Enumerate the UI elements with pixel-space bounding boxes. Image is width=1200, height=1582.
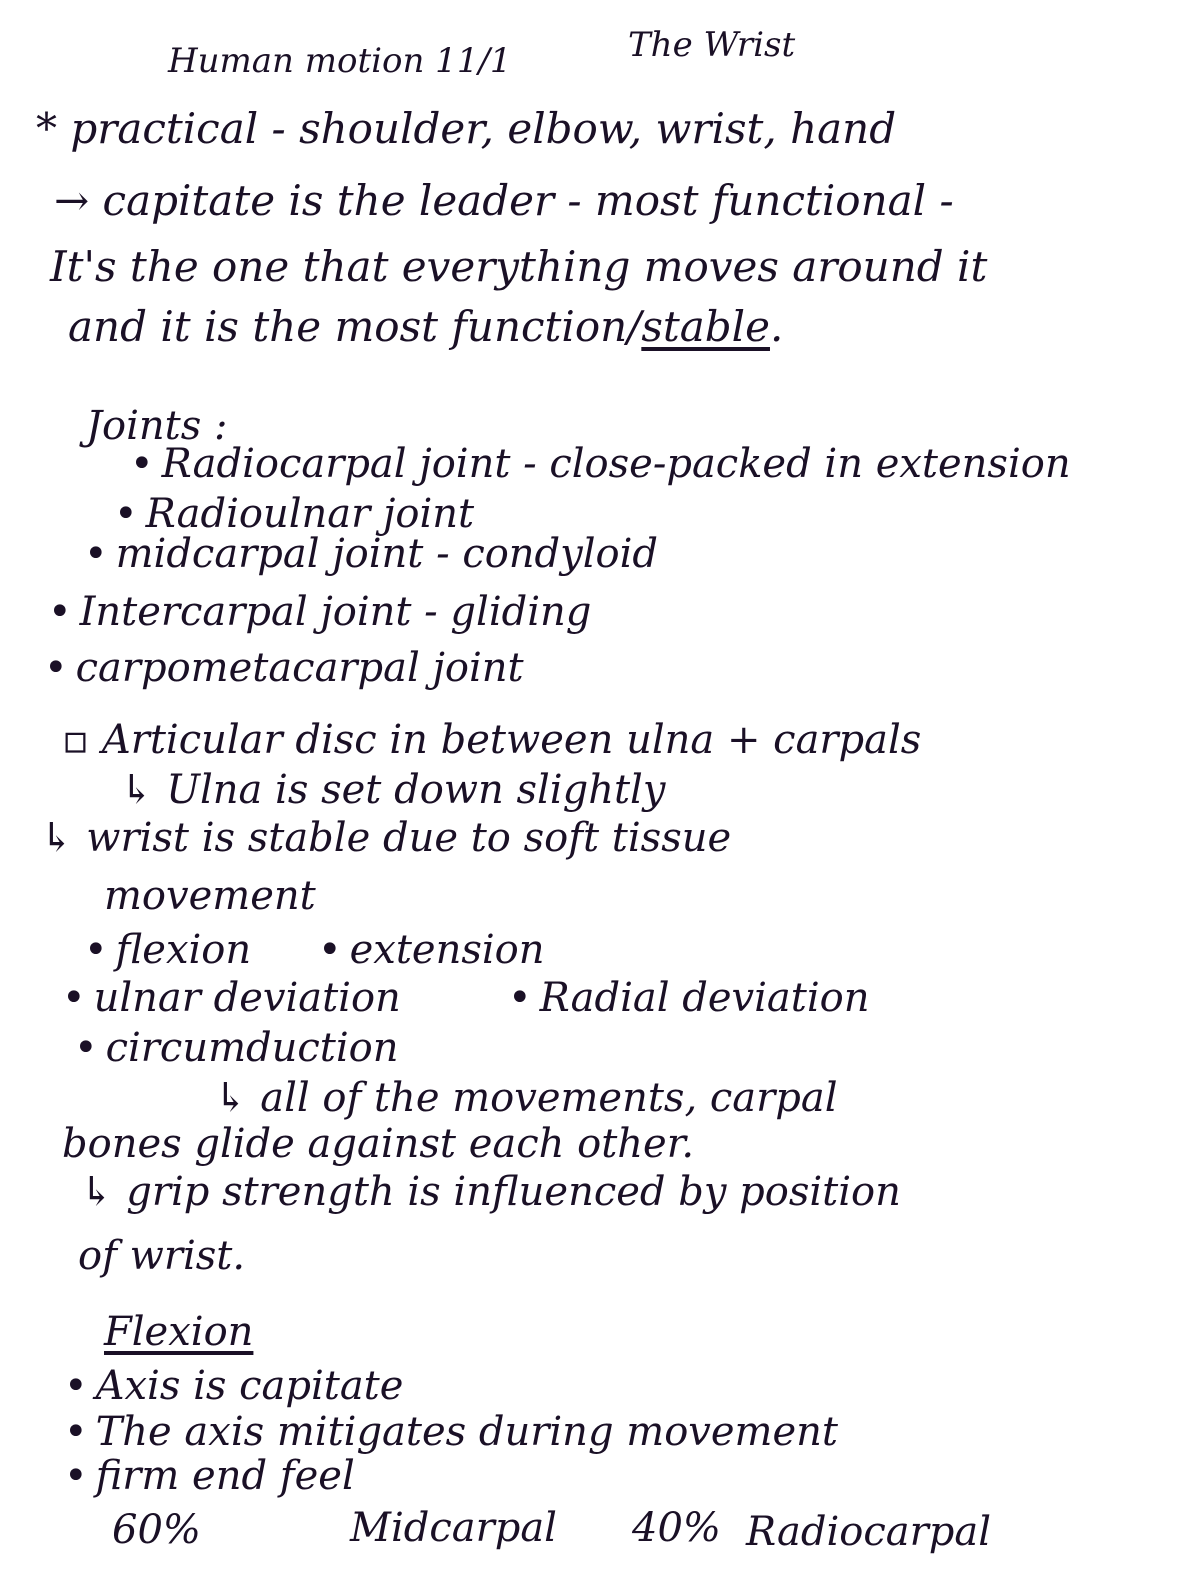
joint-item — [48, 589, 592, 635]
bullet: • — [64, 1409, 88, 1455]
movement-item — [84, 927, 252, 973]
movement-heading: movement — [104, 873, 316, 919]
flexion-item-label: The axis mitigates during movement — [95, 1409, 838, 1455]
capitate-note-3-text: and it is the most function/ — [68, 302, 642, 351]
capitate-note-1: → capitate is the leader - most functional - — [54, 176, 954, 225]
ulna-note: ↳ Ulna is set down slightly — [120, 767, 666, 813]
joint-item-label: Radioulnar joint — [145, 491, 475, 537]
movement-label: extension — [349, 927, 545, 973]
joint-item — [130, 441, 1071, 487]
movement-item — [74, 1025, 399, 1071]
bullet: • — [74, 1025, 98, 1071]
flexion-item — [64, 1409, 838, 1455]
movement-note-2: bones glide against each other. — [62, 1121, 695, 1167]
topic-title: The Wrist — [628, 25, 796, 65]
stability-note: ↳ wrist is stable due to soft tissue — [40, 815, 732, 861]
bullet: • — [48, 589, 72, 635]
radiocarpal-label: Radiocarpal — [746, 1509, 991, 1555]
joint-item — [114, 491, 475, 537]
disc-note: ▫ Articular disc in between ulna + carpals — [62, 717, 922, 763]
joint-item — [84, 531, 659, 577]
flexion-item-label: firm end feel — [95, 1453, 355, 1499]
movement-label: flexion — [115, 927, 252, 973]
radiocarpal-percent: 40% — [632, 1505, 721, 1551]
bullet: • — [64, 1363, 88, 1409]
movement-label: Radial deviation — [539, 975, 870, 1021]
bullet: • — [84, 927, 108, 973]
bullet: • — [114, 491, 138, 537]
bullet: • — [84, 531, 108, 577]
movement-note-3: ↳ grip strength is influenced by position — [80, 1169, 901, 1215]
course-title: Human motion 11/1 — [168, 41, 512, 81]
joint-item-label: carpometacarpal joint — [75, 645, 524, 691]
midcarpal-percent: 60% — [112, 1507, 201, 1553]
stable-underlined: stable — [641, 302, 770, 351]
bullet: • — [44, 645, 68, 691]
flexion-heading: Flexion — [104, 1309, 254, 1355]
practical-note: * practical - shoulder, elbow, wrist, hand — [36, 104, 897, 153]
bullet: • — [64, 1453, 88, 1499]
capitate-note-2: It's the one that everything moves around it — [50, 242, 988, 291]
movement-item — [62, 975, 401, 1021]
capitate-note-3 — [68, 302, 784, 351]
joint-item-label: midcarpal joint - condyloid — [115, 531, 659, 577]
midcarpal-label: Midcarpal — [350, 1505, 557, 1551]
bullet: • — [62, 975, 86, 1021]
movement-note-4: of wrist. — [78, 1233, 246, 1279]
joint-item-label: Radiocarpal joint - close-packed in extension — [161, 441, 1071, 487]
bullet: • — [508, 975, 532, 1021]
movement-note-1: ↳ all of the movements, carpal — [214, 1075, 838, 1121]
flexion-item-label: Axis is capitate — [95, 1363, 404, 1409]
movement-item — [508, 975, 870, 1021]
bullet: • — [130, 441, 154, 487]
movement-label: circumduction — [105, 1025, 399, 1071]
joint-item-label: Intercarpal joint - gliding — [79, 589, 592, 635]
joint-item — [44, 645, 524, 691]
bullet: • — [318, 927, 342, 973]
flexion-item — [64, 1453, 355, 1499]
movement-item — [318, 927, 545, 973]
capitate-note-3-period: . — [769, 302, 784, 351]
movement-label: ulnar deviation — [93, 975, 401, 1021]
joints-heading: Joints : — [86, 403, 228, 449]
flexion-item — [64, 1363, 404, 1409]
